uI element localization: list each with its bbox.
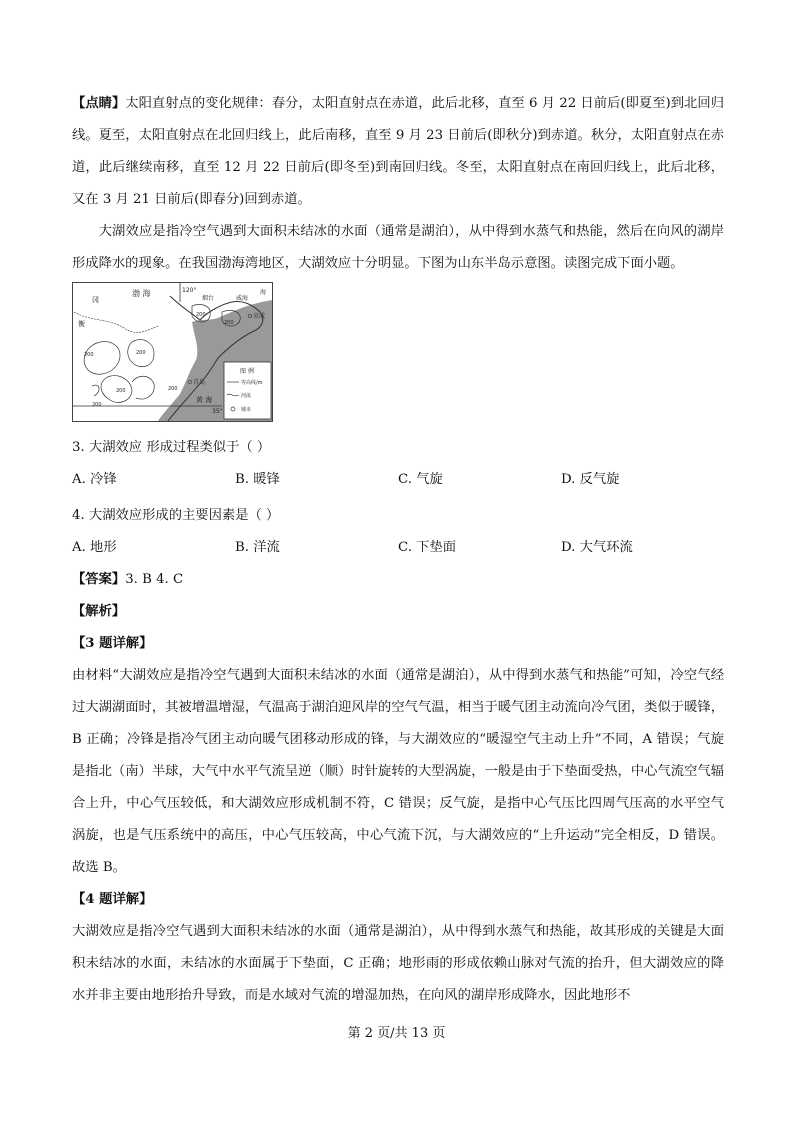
intro-tag: 【点睛】 [72, 96, 126, 111]
shandong-map [72, 282, 273, 422]
intro-text: 太阳直射点的变化规律：春分，太阳直射点在赤道，此后北移，直至 6 月 22 日前后(即夏至)到北回归线。夏至，太阳直射点在北回归线上，此后南移，直至 9 月 23 日前后(即秋分)到赤道。秋分，太阳直射点在赤道，此后继续南移，直至 12 月 22 日前后(即冬至)到南回归线。冬至，太阳直射点在南回归线上，此后北移，又在 3 月 21 日前后(即春分)回到赤道。 [72, 96, 724, 207]
label-bohai: 渤 海 [132, 289, 151, 298]
answer-text: 3. B 4. C [125, 572, 184, 587]
question-4-stem: 4. 大湖效应形成的主要因素是（ ） [72, 508, 280, 523]
label-lat: 35° [212, 408, 223, 415]
document-page [72, 88, 724, 1012]
q4-option-a: A. 地形 [72, 540, 117, 555]
legend-title: 图 例 [240, 368, 254, 375]
answer-tag: 【答案】 [72, 572, 126, 587]
question-3-options [72, 464, 724, 496]
q3-option-c: C. 气旋 [398, 472, 443, 487]
legend-contour: 等高线/m [241, 380, 263, 386]
contour-label: 200 [168, 386, 178, 392]
question-3-stem: 3. 大湖效应 形成过程类似于（ ） [72, 440, 271, 455]
detail-4-tag: 【4 题详解】 [72, 892, 153, 907]
material-paragraph: 大湖效应是指冷空气遇到大面积未结冰的水面（通常是湖泊），从中得到水蒸气和热能，然后在向风的湖岸形成降水的现象。在我国渤海湾地区，大湖效应十分明显。下图为山东半岛示意图。读图完成下面小题。 [72, 224, 724, 271]
label-weihai: 威海 [236, 295, 249, 302]
detail-4-text: 大湖效应是指冷空气遇到大面积未结冰的水面（通常是湖泊），从中得到水蒸气和热能，故其形成的关键是大面积未结冰的水面，未结冰的水面属于下垫面，C 正确；地形雨的形成依赖山脉对气流的抬升，但大湖效应的降水并非主要由地形抬升导致，而是水域对气流的增湿加热，在向风的湖岸形成降水，因此地形不 [72, 924, 724, 1003]
legend-river: 河流 [241, 393, 252, 399]
question-4-options [72, 532, 724, 564]
map-figure [72, 282, 273, 422]
contour-label: 200 [224, 320, 234, 326]
q3-option-a: A. 冷锋 [72, 472, 117, 487]
page-footer: 第 2 页/共 13 页 [347, 1026, 446, 1041]
contour-label: 200 [136, 350, 146, 356]
q3-option-d: D. 反气旋 [561, 472, 620, 487]
detail-3-text: 由材料“大湖效应是指冷空气遇到大面积未结冰的水面（通常是湖泊），从中得到水蒸气和热能”可知，冷空气经过大湖湖面时，其被增温增湿，气温高于湖泊迎风岸的空气气温，相当于暖气团主动流向冷气团，类似于暖锋，B 正确；冷锋是指冷气团主动向暖气团移动形成的锋，与大湖效应的“暖湿空气主动上升”不同，A 错误；气旋是指北（南）半球，大气中水平气流呈逆（顺）时针旋转的大型涡旋，一般是由于下垫面受热，中心气流空气辐合上升，中心气压较低，和大湖效应形成机制不符，C 错误；反气旋，是指中心气压比四周气压高的水平空气涡旋，也是气压系统中的高压，中心气压较高，中心气流下沉，与大湖效应的“上升运动”完全相反，D 错误。故选 B。 [72, 668, 724, 875]
contour-label: 200 [84, 352, 94, 358]
label-rongcheng: 荣成 [253, 313, 266, 320]
label-east-sea: 海 [260, 289, 267, 296]
label-land2: 衡 [78, 320, 85, 328]
label-huanghai: 黄 海 [196, 396, 213, 404]
contour-label: 200 [92, 402, 102, 408]
detail-3-tag: 【3 题详解】 [72, 636, 153, 651]
q4-option-b: B. 洋流 [235, 540, 280, 555]
legend-city: 城市 [241, 407, 252, 413]
label-yantai: 烟台 [202, 295, 215, 302]
q3-option-b: B. 暖锋 [235, 472, 280, 487]
q4-option-c: C. 下垫面 [398, 540, 457, 555]
label-lon: 120° [182, 287, 197, 294]
contour-label: 200 [196, 312, 206, 318]
analysis-tag: 【解析】 [72, 604, 126, 619]
intro-paragraph [72, 88, 724, 216]
contour-label: 200 [116, 388, 126, 394]
q4-option-d: D. 大气环流 [561, 540, 633, 555]
label-qingdao: 青岛 [193, 379, 206, 386]
label-land1: 冈 [92, 296, 99, 304]
answer-line [72, 564, 724, 596]
